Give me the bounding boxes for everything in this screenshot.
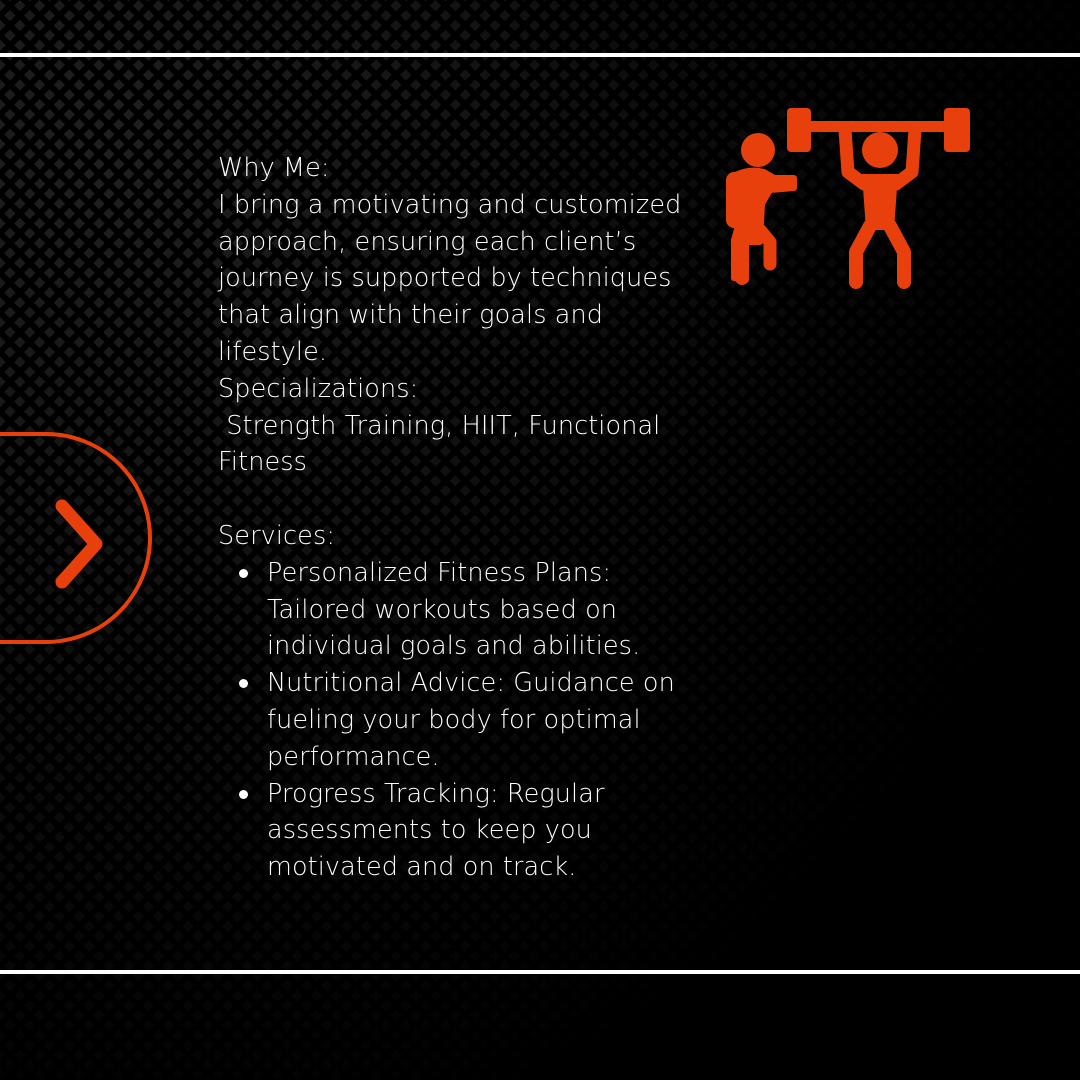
list-item: Personalized Fitness Plans: Tailored workouts based on individual goals and abilities. <box>267 555 708 665</box>
trainer-info <box>218 150 708 886</box>
services-heading: Services: <box>218 520 336 551</box>
top-divider <box>0 53 1080 57</box>
specializations-body: Strength Training, HIIT, Functional Fitness <box>218 410 669 478</box>
why-me-body: I bring a motivating and customized approach, ensuring each client’s journey is supported by techniques that align with their goals and lifestyle. <box>218 189 682 367</box>
chevron-right-icon <box>52 496 112 592</box>
weightlifter-with-spotter-icon <box>720 100 980 300</box>
section-spacer <box>218 481 708 518</box>
services-list <box>218 555 708 886</box>
list-item: Progress Tracking: Regular assessments to keep you motivated and on track. <box>267 776 708 886</box>
specializations-heading: Specializations: <box>218 373 419 404</box>
bottom-divider <box>0 970 1080 974</box>
why-me-heading: Why Me: <box>218 153 330 183</box>
list-item: Nutritional Advice: Guidance on fueling your body for optimal performance. <box>267 665 708 775</box>
